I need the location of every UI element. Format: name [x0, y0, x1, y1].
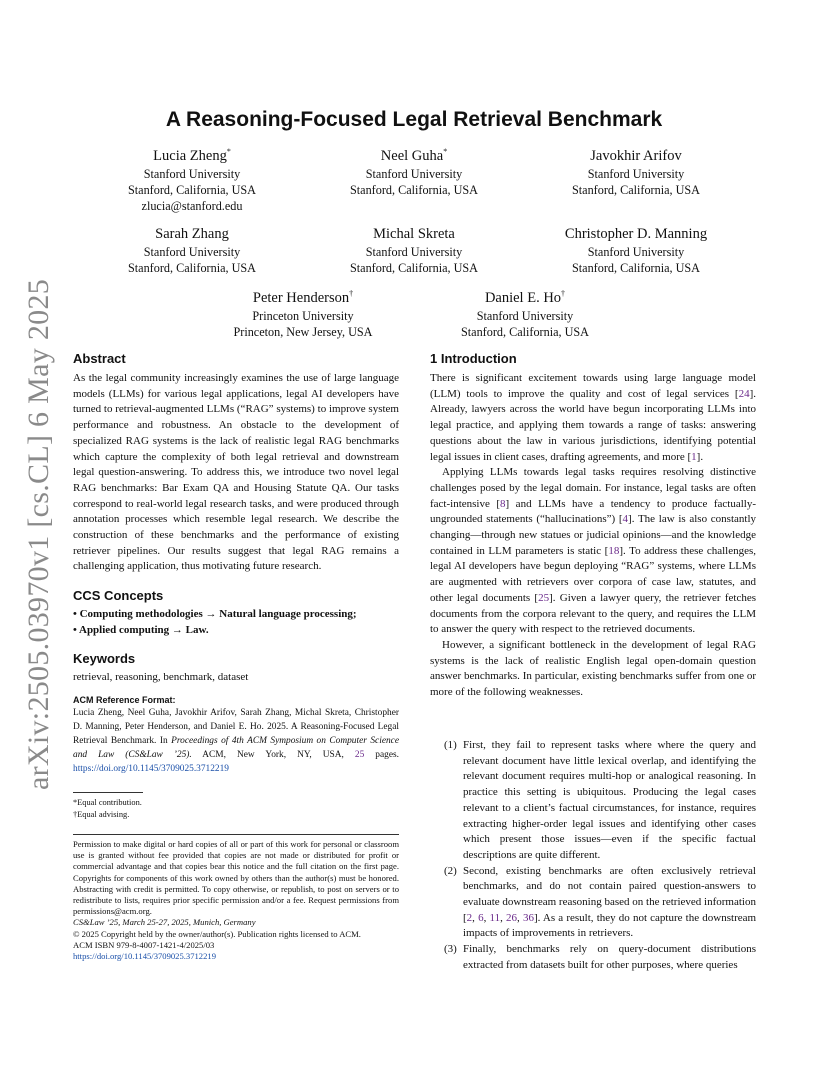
intro-text: Applying LLMs towards legal tasks requires resolving distinctive challenges posed by the legal domain. For instance, legal tasks are often fact-intensive [ — [430, 466, 756, 510]
introduction-heading: 1 Introduction — [430, 351, 517, 366]
intro-text: ] and LLMs have a tendency to produce factually-ungrounded statements (“hallucinations”) [ — [430, 497, 756, 526]
isbn-line: ACM ISBN 979-8-4007-1421-4/2025/03 — [73, 939, 215, 950]
author-affiliation: Stanford University — [365, 245, 463, 259]
author-block — [410, 289, 640, 340]
intro-text: ]. Given a lawyer query, the retriever fetches documents from the corpora relevant to the query, and requires the LLM to answer the query with respect to the retrieved documents. — [430, 591, 756, 636]
acm-reference-publisher: ACM, New York, NY, USA, — [191, 749, 355, 760]
acm-reference-text — [73, 706, 399, 776]
citation-link[interactable]: 11 — [489, 911, 501, 924]
author-affiliation: Princeton University — [252, 309, 354, 323]
citation-link[interactable]: 4 — [622, 513, 629, 526]
intro-paragraph — [430, 371, 756, 465]
acm-reference-doi-link[interactable]: https://doi.org/10.1145/3709025.3712219 — [73, 763, 229, 774]
ccs-list — [73, 607, 399, 638]
list-item — [430, 738, 756, 864]
list-item-text: Finally, benchmarks rely on query-document distributions extracted from datasets built for other purposes, where queries — [463, 943, 756, 971]
abstract-text: As the legal community increasingly examines the use of large language models (LLMs) for various legal applications, legal AI developers have turned to retrieval-augmented LLMs (“RAG” systems) to improve system performance and robustness. An obstacle to the development of specialized RAG systems is the lack of realistic legal RAG benchmarks which capture the complexity of both legal retrieval and downstream legal question-answering. To address this, we introduce two novel legal RAG benchmarks: Bar Exam QA and Housing Statute QA. Our tasks correspond to real-world legal research tasks, and were produced through annotation processes which resemble legal research. We describe the construction of these benchmarks and the performance of existing retriever pipelines. Our results suggest that legal RAG remains a challenging application, thus motivating future research. — [73, 372, 399, 573]
footnote: †Equal advising. — [73, 809, 130, 819]
list-item-text: Second, existing benchmarks are often exclusively retrieval benchmarks, and do not contain paired question-answers to evaluate downstream reasoning based on the retrieved information [ — [463, 864, 756, 924]
citation-link[interactable]: 6 — [478, 911, 484, 924]
author-affiliation: Stanford University — [587, 167, 685, 181]
ccs-item: • Computing methodologies → Natural language processing; — [73, 608, 357, 621]
permission-rule — [73, 834, 399, 835]
citation-link[interactable]: 18 — [608, 544, 620, 557]
acm-reference-label: ACM Reference Format: — [73, 694, 176, 705]
author-name: Daniel E. Ho — [484, 290, 562, 306]
author-block — [521, 147, 751, 198]
author-name: Michal Skreta — [373, 226, 455, 242]
acm-reference-pages-label: pages. — [364, 749, 399, 760]
author-name: Neel Guha — [380, 148, 444, 164]
page-count-link[interactable]: 25 — [354, 749, 365, 760]
acm-reference — [73, 694, 399, 776]
author-block — [77, 225, 307, 276]
ccs-item: • Applied computing → Law. — [73, 623, 209, 636]
citation-link[interactable]: 36 — [522, 911, 534, 924]
citation-link[interactable]: 26 — [506, 911, 518, 924]
list-item — [430, 942, 756, 973]
acm-reference-authors: Lucia Zheng, Neel Guha, Javokhir Arifov, Sarah Zhang, Michal Skreta, Christopher D. Manning, Peter Henderson, and Daniel E. Ho. 2025. A Reasoning-Focused Legal Retrieval Benchmark. In — [73, 707, 399, 746]
footnote: *Equal contribution. — [73, 798, 142, 807]
author-block — [77, 147, 307, 214]
author-name: Lucia Zheng — [153, 148, 227, 164]
author-location: Stanford, California, USA — [461, 325, 589, 339]
author-name: Peter Henderson — [252, 290, 350, 306]
footnotes — [73, 792, 399, 820]
author-affiliation: Stanford University — [365, 167, 463, 181]
author-affiliation: Stanford University — [476, 309, 574, 323]
author-location: Stanford, California, USA — [572, 261, 700, 275]
intro-text: There is significant excitement towards using large language model (LLM) tools to improve the quality and cost of legal services [ — [430, 372, 756, 400]
citation-separator: , — [483, 911, 490, 924]
conference-line: CS&Law ’25, March 25-27, 2025, Munich, Germany — [73, 917, 256, 928]
citation-link[interactable]: 25 — [538, 591, 550, 604]
author-block — [521, 225, 751, 276]
author-location: Princeton, New Jersey, USA — [233, 325, 373, 339]
author-name: Javokhir Arifov — [590, 148, 682, 164]
list-number: (3) — [444, 943, 457, 956]
author-block — [299, 225, 529, 276]
citation-link[interactable]: 24 — [738, 387, 750, 400]
author-location: Stanford, California, USA — [350, 183, 478, 197]
author-affiliation: Stanford University — [587, 245, 685, 259]
author-block — [188, 289, 418, 340]
author-block — [299, 147, 529, 198]
list-number: (2) — [444, 864, 457, 877]
author-name: Sarah Zhang — [155, 226, 229, 242]
citation-separator: , — [472, 911, 479, 924]
list-item-text: ]. As a result, they do not capture the downstream impacts of improvements in retrievers. — [463, 911, 757, 940]
acm-reference-venue: Proceedings of 4th ACM Symposium on Computer Science and Law (CS&Law ’25). — [73, 735, 399, 760]
intro-paragraph: However, a significant bottleneck in the development of legal RAG systems is the lack of realistic English legal open-domain question answer benchmarks. In particular, existing benchmarks suffer from one or more of the following weaknesses. — [430, 638, 756, 699]
weakness-list — [430, 738, 756, 974]
citation-link[interactable]: 2 — [466, 911, 473, 924]
list-number: (1) — [444, 739, 457, 751]
arxiv-identifier: arXiv:2505.03970v1 [cs.CL] 6 May 2025 — [22, 278, 55, 790]
intro-text: ]. To address these challenges, legal AI developers have begun deploying “RAG” systems, where LLMs are augmented with retrievers over corpora of case law, statutes, and other legal documents [ — [430, 544, 756, 604]
right-column — [430, 350, 756, 701]
permission-text: Permission to make digital or hard copies of all or part of this work for personal or classroom use is granted without fee provided that copies are not made or distributed for profit or commercial advantage and that copies bear this notice and the full citation on the first page. Copyrights for components of this work owned by others than the author(s) must be honored. Abstracting with credit is permitted. To copy otherwise, or republish, to post on servers or to redistribute to lists, requires prior specific permission and/or a fee. Request permissions from permissions@acm.org. — [73, 839, 399, 917]
intro-text: ]. — [696, 450, 704, 463]
equal-advising-mark: † — [561, 289, 566, 299]
citation-separator: , — [500, 911, 507, 924]
list-item — [430, 864, 756, 943]
intro-paragraph — [430, 465, 756, 638]
author-affiliation: Stanford University — [143, 245, 241, 259]
copyright-line: © 2025 Copyright held by the owner/author(s). Publication rights licensed to ACM. — [73, 928, 361, 939]
list-item-text: First, they fail to represent tasks where where the query and relevant document have little lexical overlap, and identifying the relevant document requires multi-hop or analogical reasoning. In practice this setting is ubiquitous. Producing the legal cases relevant to a client’s factual circumstances, for instance, requires extracting higher-order legal issues and identifying other cases which present those issues—even if the specific factual descriptions are quite different. — [463, 739, 756, 861]
author-name: Christopher D. Manning — [564, 226, 708, 242]
abstract-heading: Abstract — [73, 351, 126, 366]
equal-advising-mark: † — [349, 289, 354, 299]
author-location: Stanford, California, USA — [128, 183, 256, 197]
equal-contribution-mark: * — [226, 147, 231, 157]
citation-link[interactable]: 1 — [691, 450, 697, 463]
equal-contribution-mark: * — [443, 147, 448, 157]
author-location: Stanford, California, USA — [350, 261, 478, 275]
author-location: Stanford, California, USA — [572, 183, 700, 197]
intro-text: ]. The law is also constantly changing—through new statues or judicial opinions—and the knowledge contained in LLM parameters is static [ — [430, 513, 757, 557]
citation-separator: , — [517, 911, 523, 924]
author-email[interactable]: zlucia@stanford.edu — [141, 199, 243, 213]
footnote-rule — [73, 792, 143, 793]
permission-block — [73, 834, 399, 962]
author-location: Stanford, California, USA — [128, 261, 256, 275]
keywords-heading: Keywords — [73, 651, 136, 667]
author-affiliation: Stanford University — [143, 167, 241, 181]
left-column — [73, 350, 399, 776]
keywords-text: retrieval, reasoning, benchmark, dataset — [73, 671, 249, 684]
paper-title: A Reasoning-Focused Legal Retrieval Benchmark — [165, 108, 663, 131]
citation-link[interactable]: 8 — [500, 497, 506, 510]
intro-text: ]. Already, lawyers across the world have begun incorporating LLMs into legal practice, and applying them towards a range of tasks: answering questions about the law in various jurisdictions, identifying potential legal issues in client cases, drafting agreements, and more [ — [430, 387, 756, 463]
ccs-heading: CCS Concepts — [73, 588, 164, 604]
permission-doi-link[interactable]: https://doi.org/10.1145/3709025.3712219 — [73, 951, 216, 962]
